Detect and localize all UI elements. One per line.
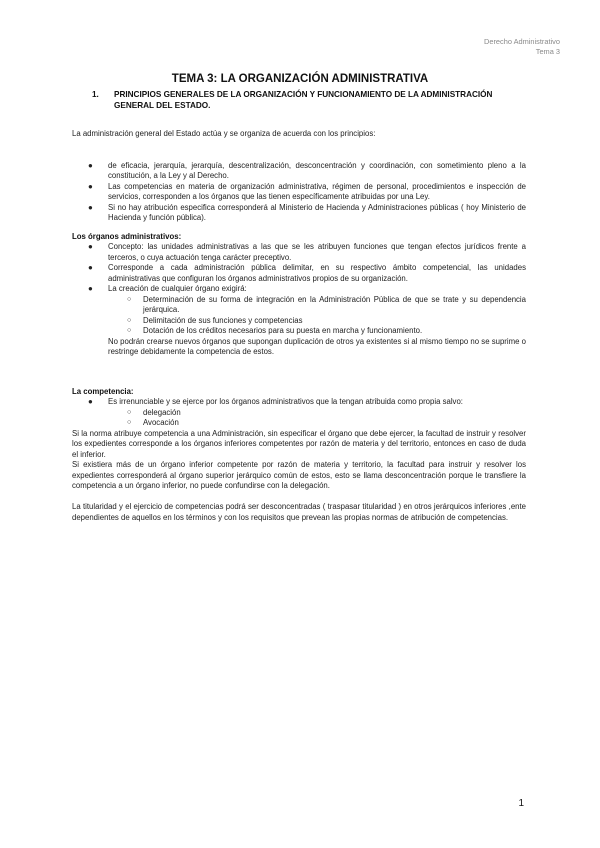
bullet-icon: ● <box>88 284 93 293</box>
competencia-sublist <box>72 408 526 429</box>
page-number: 1 <box>518 798 524 809</box>
list-item: ● La creación de cualquier órgano exigirá: <box>88 284 247 293</box>
section-heading <box>92 90 502 111</box>
competencia-list <box>72 397 526 408</box>
hollow-bullet-icon: ○ <box>127 327 132 334</box>
bullet-icon: ● <box>88 263 93 272</box>
list-item: ● Si no hay atribución especifica corresponderá al Ministerio de Hacienda y Administraciones públicas ( hoy Ministerio de Hacienda y función pública). <box>88 202 526 222</box>
hollow-bullet-icon: ○ <box>127 295 132 303</box>
section-heading-text: PRINCIPIOS GENERALES DE LA ORGANIZACIÓN Y FUNCIONAMIENTO DE LA ADMINISTRACIÓN GENERAL DEL ESTADO. <box>114 90 493 110</box>
principles-list <box>72 161 526 224</box>
list-item: ○ delegación <box>127 407 181 417</box>
header-course: Derecho Administrativo <box>484 37 560 46</box>
list-item: ● Es irrenunciable y se ejerce por los órganos administrativos que la tengan atribuida como propia salvo: <box>88 397 463 406</box>
list-item: ● Concepto: las unidades administrativas a las que se les atribuyen funciones que tengan efectos jurídicos frente a terceros, o cuya actuación tenga carácter preceptivo. <box>88 242 526 262</box>
list-item: ○ Avocación <box>127 418 179 427</box>
bullet-icon: ● <box>88 242 93 251</box>
intro-paragraph: La administración general del Estado actúa y se organiza de acuerda con los principios: <box>72 129 376 138</box>
list-item: ○ Delimitación de sus funciones y competencias <box>127 315 303 325</box>
organos-heading: Los órganos administrativos: <box>72 231 182 241</box>
organos-sublist <box>72 295 526 337</box>
list-item: ○ Dotación de los créditos necesarios para su puesta en marcha y funcionamiento. <box>127 326 423 335</box>
hollow-bullet-icon: ○ <box>127 419 132 426</box>
page-title: TEMA 3: LA ORGANIZACIÓN ADMINISTRATIVA <box>171 73 429 85</box>
competencia-paragraph-3: La titularidad y el ejercicio de competencias podrá ser desconcentradas ( traspasar titularidad ) en otros jerárquicos inferiores ,ente dependientes de aquellos en los términos y con los requisitos que prevean las propias normas de atribución de competencias. <box>72 502 526 522</box>
list-item: ● Las competencias en materia de organización administrativa, régimen de personal, procedimientos e inspección de servicios, corresponden a los órganos que las tienen específicamente atribuidas por una Ley. <box>88 181 526 201</box>
competencia-paragraph-2: Si existiera más de un órgano inferior competente por razón de materia y territorio, la facultad para instruir y resolver los expedientes corresponderá al órgano superior jerárquico común de estos, esto se llama desconcentración porque le transfiere la competencia a un órgano inferior, no puede confundirse con la delegación. <box>72 460 526 490</box>
bullet-icon: ● <box>88 160 93 170</box>
bullet-icon: ● <box>88 181 93 191</box>
bullet-icon: ● <box>88 397 93 406</box>
header-topic: Tema 3 <box>535 47 560 56</box>
organos-list <box>72 242 526 295</box>
competencia-heading: La competencia: <box>72 386 134 396</box>
competencia-paragraph-1: Si la norma atribuye competencia a una Administración, sin especificar el órgano que debe ejercer, la facultad de instruir y resolver los expedientes corresponde a los órganos inferiores competentes por razón de materia y del territorio, entonces en caso de duda el inferior. <box>72 428 526 459</box>
organos-note: No podrán crearse nuevos órganos que supongan duplicación de otros ya existentes si al mismo tiempo no se suprime o restringe debidamente la competencia de estos. <box>108 336 526 356</box>
list-item: ○ Determinación de su forma de integración en la Administración Pública de que se trate y su dependencia jerárquica. <box>127 294 526 314</box>
list-item: ● de eficacia, jerarquía, jerarquía, descentralización, desconcentración y coordinación, con sometimiento pleno a la constitución, a la Ley y al Derecho. <box>88 160 526 180</box>
bullet-icon: ● <box>88 202 93 212</box>
list-item: ● Corresponde a cada administración pública delimitar, en su respectivo ámbito competencial, las unidades administrativas que configuran los órganos administrativos propios de su organización. <box>88 263 526 283</box>
hollow-bullet-icon: ○ <box>127 408 132 416</box>
hollow-bullet-icon: ○ <box>127 316 132 324</box>
section-number: 1. <box>92 90 99 99</box>
running-header <box>484 37 560 57</box>
document-body <box>72 129 526 523</box>
